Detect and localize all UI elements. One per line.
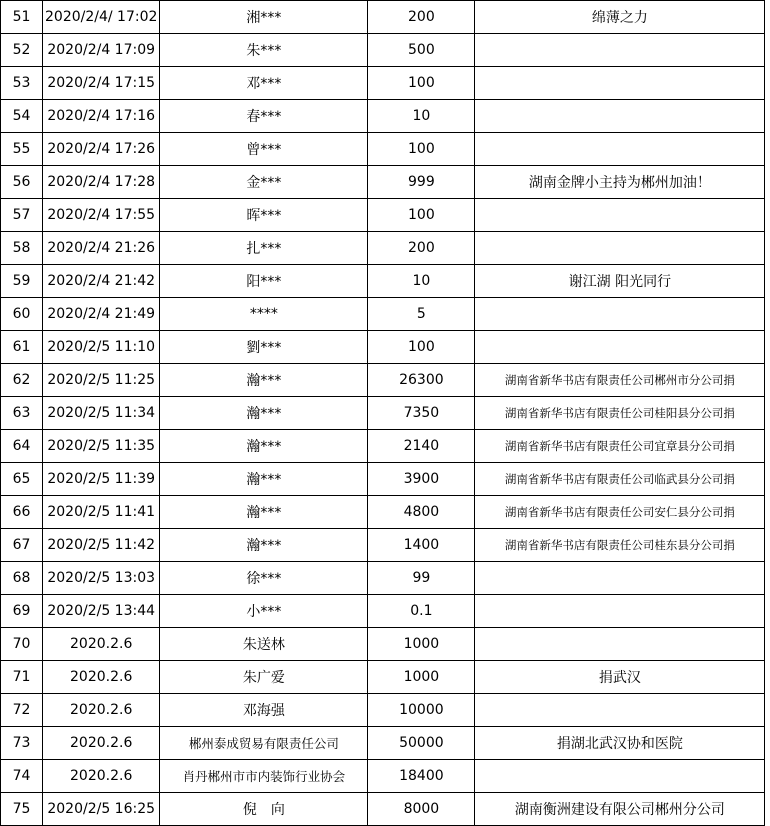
table-row (1, 562, 765, 595)
datetime-cell: 2020/2/5 16:25 (43, 793, 160, 826)
amount-cell: 1000 (368, 628, 475, 661)
row-index-cell: 61 (1, 331, 43, 364)
donor-name-cell: 邓*** (160, 67, 368, 100)
datetime-cell: 2020/2/4 17:09 (43, 34, 160, 67)
note-cell: 湖南省新华书店有限责任公司安仁县分公司捐 (475, 496, 765, 529)
donor-name-cell: 朱*** (160, 34, 368, 67)
amount-cell: 10 (368, 100, 475, 133)
donor-name-cell: 倪 向 (160, 793, 368, 826)
donor-name-cell: 劉*** (160, 331, 368, 364)
datetime-cell: 2020/2/5 13:44 (43, 595, 160, 628)
donor-name-cell: 瀚*** (160, 430, 368, 463)
amount-cell: 999 (368, 166, 475, 199)
amount-cell: 200 (368, 1, 475, 34)
note-cell (475, 331, 765, 364)
datetime-cell: 2020.2.6 (43, 628, 160, 661)
datetime-cell: 2020/2/4 17:28 (43, 166, 160, 199)
row-index-cell: 70 (1, 628, 43, 661)
row-index-cell: 71 (1, 661, 43, 694)
note-cell (475, 298, 765, 331)
donor-name-cell: 邓海强 (160, 694, 368, 727)
amount-cell: 3900 (368, 463, 475, 496)
amount-cell: 10000 (368, 694, 475, 727)
datetime-cell: 2020/2/4 17:55 (43, 199, 160, 232)
datetime-cell: 2020/2/5 11:41 (43, 496, 160, 529)
table-row (1, 100, 765, 133)
donor-name-cell: 肖丹郴州市市内装饰行业协会 (160, 760, 368, 793)
row-index-cell: 64 (1, 430, 43, 463)
amount-cell: 200 (368, 232, 475, 265)
note-cell (475, 760, 765, 793)
donor-name-cell: **** (160, 298, 368, 331)
donor-name-cell: 郴州泰成贸易有限责任公司 (160, 727, 368, 760)
donor-name-cell: 扎*** (160, 232, 368, 265)
datetime-cell: 2020.2.6 (43, 727, 160, 760)
table-row (1, 694, 765, 727)
datetime-cell: 2020.2.6 (43, 694, 160, 727)
amount-cell: 99 (368, 562, 475, 595)
row-index-cell: 69 (1, 595, 43, 628)
amount-cell: 0.1 (368, 595, 475, 628)
row-index-cell: 55 (1, 133, 43, 166)
amount-cell: 500 (368, 34, 475, 67)
row-index-cell: 75 (1, 793, 43, 826)
datetime-cell: 2020/2/4 21:26 (43, 232, 160, 265)
table-row (1, 529, 765, 562)
row-index-cell: 57 (1, 199, 43, 232)
datetime-cell: 2020/2/5 11:25 (43, 364, 160, 397)
datetime-cell: 2020/2/4 21:49 (43, 298, 160, 331)
amount-cell: 18400 (368, 760, 475, 793)
datetime-cell: 2020/2/4 21:42 (43, 265, 160, 298)
table-row (1, 760, 765, 793)
table-row (1, 628, 765, 661)
note-cell (475, 100, 765, 133)
note-cell (475, 628, 765, 661)
table-row (1, 496, 765, 529)
donation-table-body (1, 1, 765, 826)
donor-name-cell: 曾*** (160, 133, 368, 166)
table-row (1, 298, 765, 331)
note-cell: 湖南省新华书店有限责任公司桂阳县分公司捐 (475, 397, 765, 430)
donor-name-cell: 瀚*** (160, 529, 368, 562)
row-index-cell: 74 (1, 760, 43, 793)
row-index-cell: 72 (1, 694, 43, 727)
note-cell: 湖南金牌小主持为郴州加油！ (475, 166, 765, 199)
row-index-cell: 52 (1, 34, 43, 67)
datetime-cell: 2020/2/4 17:26 (43, 133, 160, 166)
amount-cell: 1000 (368, 661, 475, 694)
table-row (1, 397, 765, 430)
table-row (1, 67, 765, 100)
table-row (1, 232, 765, 265)
row-index-cell: 73 (1, 727, 43, 760)
datetime-cell: 2020/2/5 11:35 (43, 430, 160, 463)
row-index-cell: 53 (1, 67, 43, 100)
note-cell: 湖南省新华书店有限责任公司临武县分公司捐 (475, 463, 765, 496)
note-cell: 捐武汉 (475, 661, 765, 694)
row-index-cell: 54 (1, 100, 43, 133)
donor-name-cell: 晖*** (160, 199, 368, 232)
donor-name-cell: 湘*** (160, 1, 368, 34)
note-cell (475, 67, 765, 100)
datetime-cell: 2020/2/4 17:16 (43, 100, 160, 133)
amount-cell: 100 (368, 67, 475, 100)
note-cell (475, 562, 765, 595)
amount-cell: 1400 (368, 529, 475, 562)
amount-cell: 26300 (368, 364, 475, 397)
row-index-cell: 59 (1, 265, 43, 298)
row-index-cell: 63 (1, 397, 43, 430)
note-cell: 绵薄之力 (475, 1, 765, 34)
row-index-cell: 62 (1, 364, 43, 397)
row-index-cell: 58 (1, 232, 43, 265)
donor-name-cell: 春*** (160, 100, 368, 133)
note-cell (475, 199, 765, 232)
table-row (1, 727, 765, 760)
row-index-cell: 68 (1, 562, 43, 595)
note-cell: 湖南省新华书店有限责任公司郴州市分公司捐 (475, 364, 765, 397)
datetime-cell: 2020/2/5 13:03 (43, 562, 160, 595)
donor-name-cell: 瀚*** (160, 397, 368, 430)
amount-cell: 7350 (368, 397, 475, 430)
amount-cell: 2140 (368, 430, 475, 463)
table-row (1, 166, 765, 199)
row-index-cell: 65 (1, 463, 43, 496)
note-cell (475, 232, 765, 265)
row-index-cell: 56 (1, 166, 43, 199)
donor-name-cell: 金*** (160, 166, 368, 199)
donor-name-cell: 瀚*** (160, 463, 368, 496)
amount-cell: 8000 (368, 793, 475, 826)
table-row (1, 133, 765, 166)
datetime-cell: 2020/2/5 11:42 (43, 529, 160, 562)
datetime-cell: 2020.2.6 (43, 661, 160, 694)
donor-name-cell: 瀚*** (160, 364, 368, 397)
row-index-cell: 66 (1, 496, 43, 529)
datetime-cell: 2020.2.6 (43, 760, 160, 793)
row-index-cell: 51 (1, 1, 43, 34)
datetime-cell: 2020/2/5 11:39 (43, 463, 160, 496)
row-index-cell: 60 (1, 298, 43, 331)
donor-name-cell: 小*** (160, 595, 368, 628)
note-cell (475, 694, 765, 727)
table-row (1, 34, 765, 67)
table-row (1, 331, 765, 364)
table-row (1, 793, 765, 826)
table-row (1, 364, 765, 397)
datetime-cell: 2020/2/5 11:34 (43, 397, 160, 430)
amount-cell: 100 (368, 133, 475, 166)
amount-cell: 5 (368, 298, 475, 331)
table-row (1, 595, 765, 628)
donor-name-cell: 瀚*** (160, 496, 368, 529)
donor-name-cell: 徐*** (160, 562, 368, 595)
note-cell (475, 595, 765, 628)
table-row (1, 199, 765, 232)
datetime-cell: 2020/2/4 17:15 (43, 67, 160, 100)
row-index-cell: 67 (1, 529, 43, 562)
note-cell: 捐湖北武汉协和医院 (475, 727, 765, 760)
table-row (1, 1, 765, 34)
datetime-cell: 2020/2/5 11:10 (43, 331, 160, 364)
table-row (1, 463, 765, 496)
amount-cell: 100 (368, 199, 475, 232)
note-cell: 谢江湖 阳光同行 (475, 265, 765, 298)
amount-cell: 50000 (368, 727, 475, 760)
note-cell: 湖南衡洲建设有限公司郴州分公司 (475, 793, 765, 826)
datetime-cell: 2020/2/4/ 17:02 (43, 1, 160, 34)
note-cell (475, 133, 765, 166)
table-row (1, 430, 765, 463)
donor-name-cell: 阳*** (160, 265, 368, 298)
note-cell: 湖南省新华书店有限责任公司宜章县分公司捐 (475, 430, 765, 463)
amount-cell: 4800 (368, 496, 475, 529)
amount-cell: 10 (368, 265, 475, 298)
note-cell: 湖南省新华书店有限责任公司桂东县分公司捐 (475, 529, 765, 562)
table-row (1, 265, 765, 298)
donor-name-cell: 朱广爱 (160, 661, 368, 694)
note-cell (475, 34, 765, 67)
amount-cell: 100 (368, 331, 475, 364)
donor-name-cell: 朱送林 (160, 628, 368, 661)
table-row (1, 661, 765, 694)
